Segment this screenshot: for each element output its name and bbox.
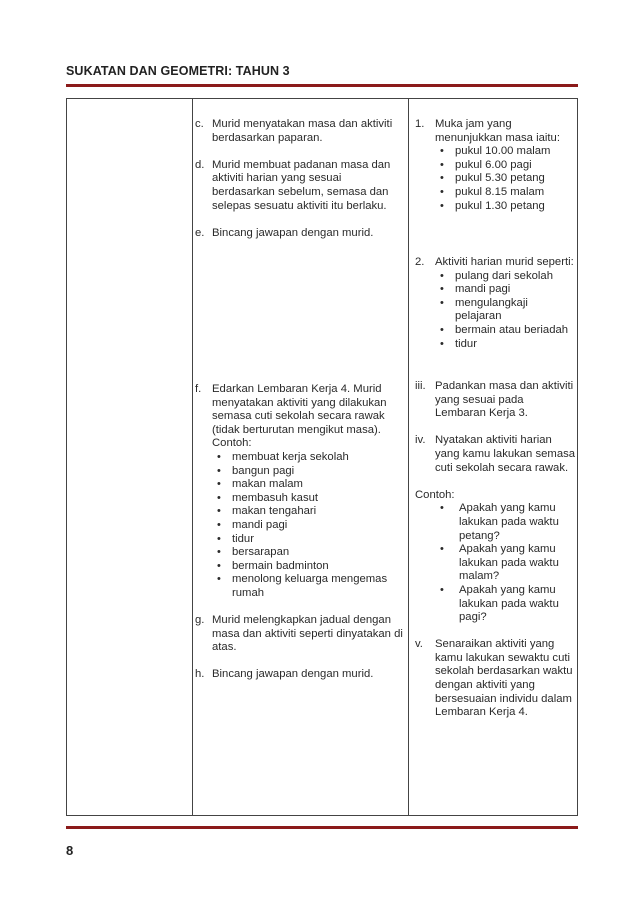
- list-item: 1. Muka jam yang menunjukkan masa iaitu:: [415, 118, 560, 144]
- contoh-label: Contoh:: [415, 488, 455, 501]
- bullet-item: • pulang dari sekolah: [435, 270, 577, 284]
- contoh-label: Contoh:: [212, 437, 252, 450]
- bullet-item: • pukul 8.15 malam: [435, 186, 577, 200]
- list-item: 2. Aktiviti harian murid seperti:: [415, 256, 574, 268]
- question-list: [415, 502, 577, 624]
- bullet-item: • mengulangkaji pelajaran: [435, 297, 577, 324]
- bullet-item: • tidur: [435, 338, 577, 352]
- header-rule: [66, 84, 578, 87]
- list-item: h. Bincang jawapan dengan murid.: [195, 668, 374, 681]
- page-header-title: SUKATAN DAN GEOMETRI: TAHUN 3: [66, 64, 290, 78]
- column-divider: [408, 99, 409, 815]
- list-item: d. Murid membuat padanan masa dan aktiviti harian yang sesuai berdasarkan sebelum, semasa dan selepas sesuatu aktiviti itu berlaku.: [195, 158, 391, 212]
- bullet-item: • bermain badminton: [212, 560, 405, 574]
- bullet-item: • bermain atau beriadah: [435, 324, 577, 338]
- list-item: iv. Nyatakan aktiviti harian yang kamu lakukan semasa cuti sekolah secara rawak.: [415, 434, 576, 474]
- right-block-3: [415, 380, 577, 720]
- list-item: iii. Padankan masa dan aktiviti yang sesuai pada Lembaran Kerja 3.: [415, 380, 574, 420]
- right-bullet-list-1: [415, 145, 577, 213]
- footer-rule: [66, 826, 578, 829]
- bullet-item: • pukul 5.30 petang: [435, 172, 577, 186]
- bullet-item: • mandi pagi: [212, 519, 405, 533]
- bullet-item: • bersarapan: [212, 546, 405, 560]
- bullet-item: • pukul 1.30 petang: [435, 200, 577, 214]
- bullet-item: • membuat kerja sekolah: [212, 451, 405, 465]
- bullet-item: • bangun pagi: [212, 465, 405, 479]
- f-bullet-list: [195, 451, 405, 601]
- bullet-item: • Apakah yang kamu lakukan pada waktu petang?: [435, 502, 577, 543]
- bullet-item: • Apakah yang kamu lakukan pada waktu malam?: [435, 543, 577, 584]
- bullet-item: • makan tengahari: [212, 505, 405, 519]
- bullet-item: • membasuh kasut: [212, 492, 405, 506]
- list-item: g. Murid melengkapkan jadual dengan masa dan aktiviti seperti dinyatakan di atas.: [195, 614, 403, 654]
- bullet-item: • menolong keluarga mengemas rumah: [212, 573, 405, 600]
- lesson-table: [66, 98, 578, 816]
- bullet-item: • pukul 10.00 malam: [435, 145, 577, 159]
- list-item: v. Senaraikan aktiviti yang kamu lakukan sewaktu cuti sekolah berdasarkan waktu dengan aktiviti yang bersesuaian individu dalam Lembaran Kerja 4.: [415, 638, 573, 719]
- middle-top-block: [195, 118, 405, 240]
- list-item: e. Bincang jawapan dengan murid.: [195, 226, 374, 239]
- column-divider: [192, 99, 193, 815]
- bullet-item: • makan malam: [212, 478, 405, 492]
- right-bullet-list-2: [415, 270, 577, 352]
- list-item: c. Murid menyatakan masa dan aktiviti berdasarkan paparan.: [195, 118, 393, 144]
- right-block-1: [415, 118, 577, 213]
- middle-f-block: [195, 383, 405, 682]
- bullet-item: • tidur: [212, 533, 405, 547]
- bullet-item: • Apakah yang kamu lakukan pada waktu pagi?: [435, 584, 577, 625]
- bullet-item: • pukul 6.00 pagi: [435, 159, 577, 173]
- page-number: 8: [66, 843, 74, 858]
- right-block-2: [415, 256, 577, 351]
- bullet-item: • mandi pagi: [435, 283, 577, 297]
- list-item: f. Edarkan Lembaran Kerja 4. Murid menyatakan aktiviti yang dilakukan semasa cuti sekolah secara rawak (tidak berturutan mengikut masa).: [195, 383, 387, 436]
